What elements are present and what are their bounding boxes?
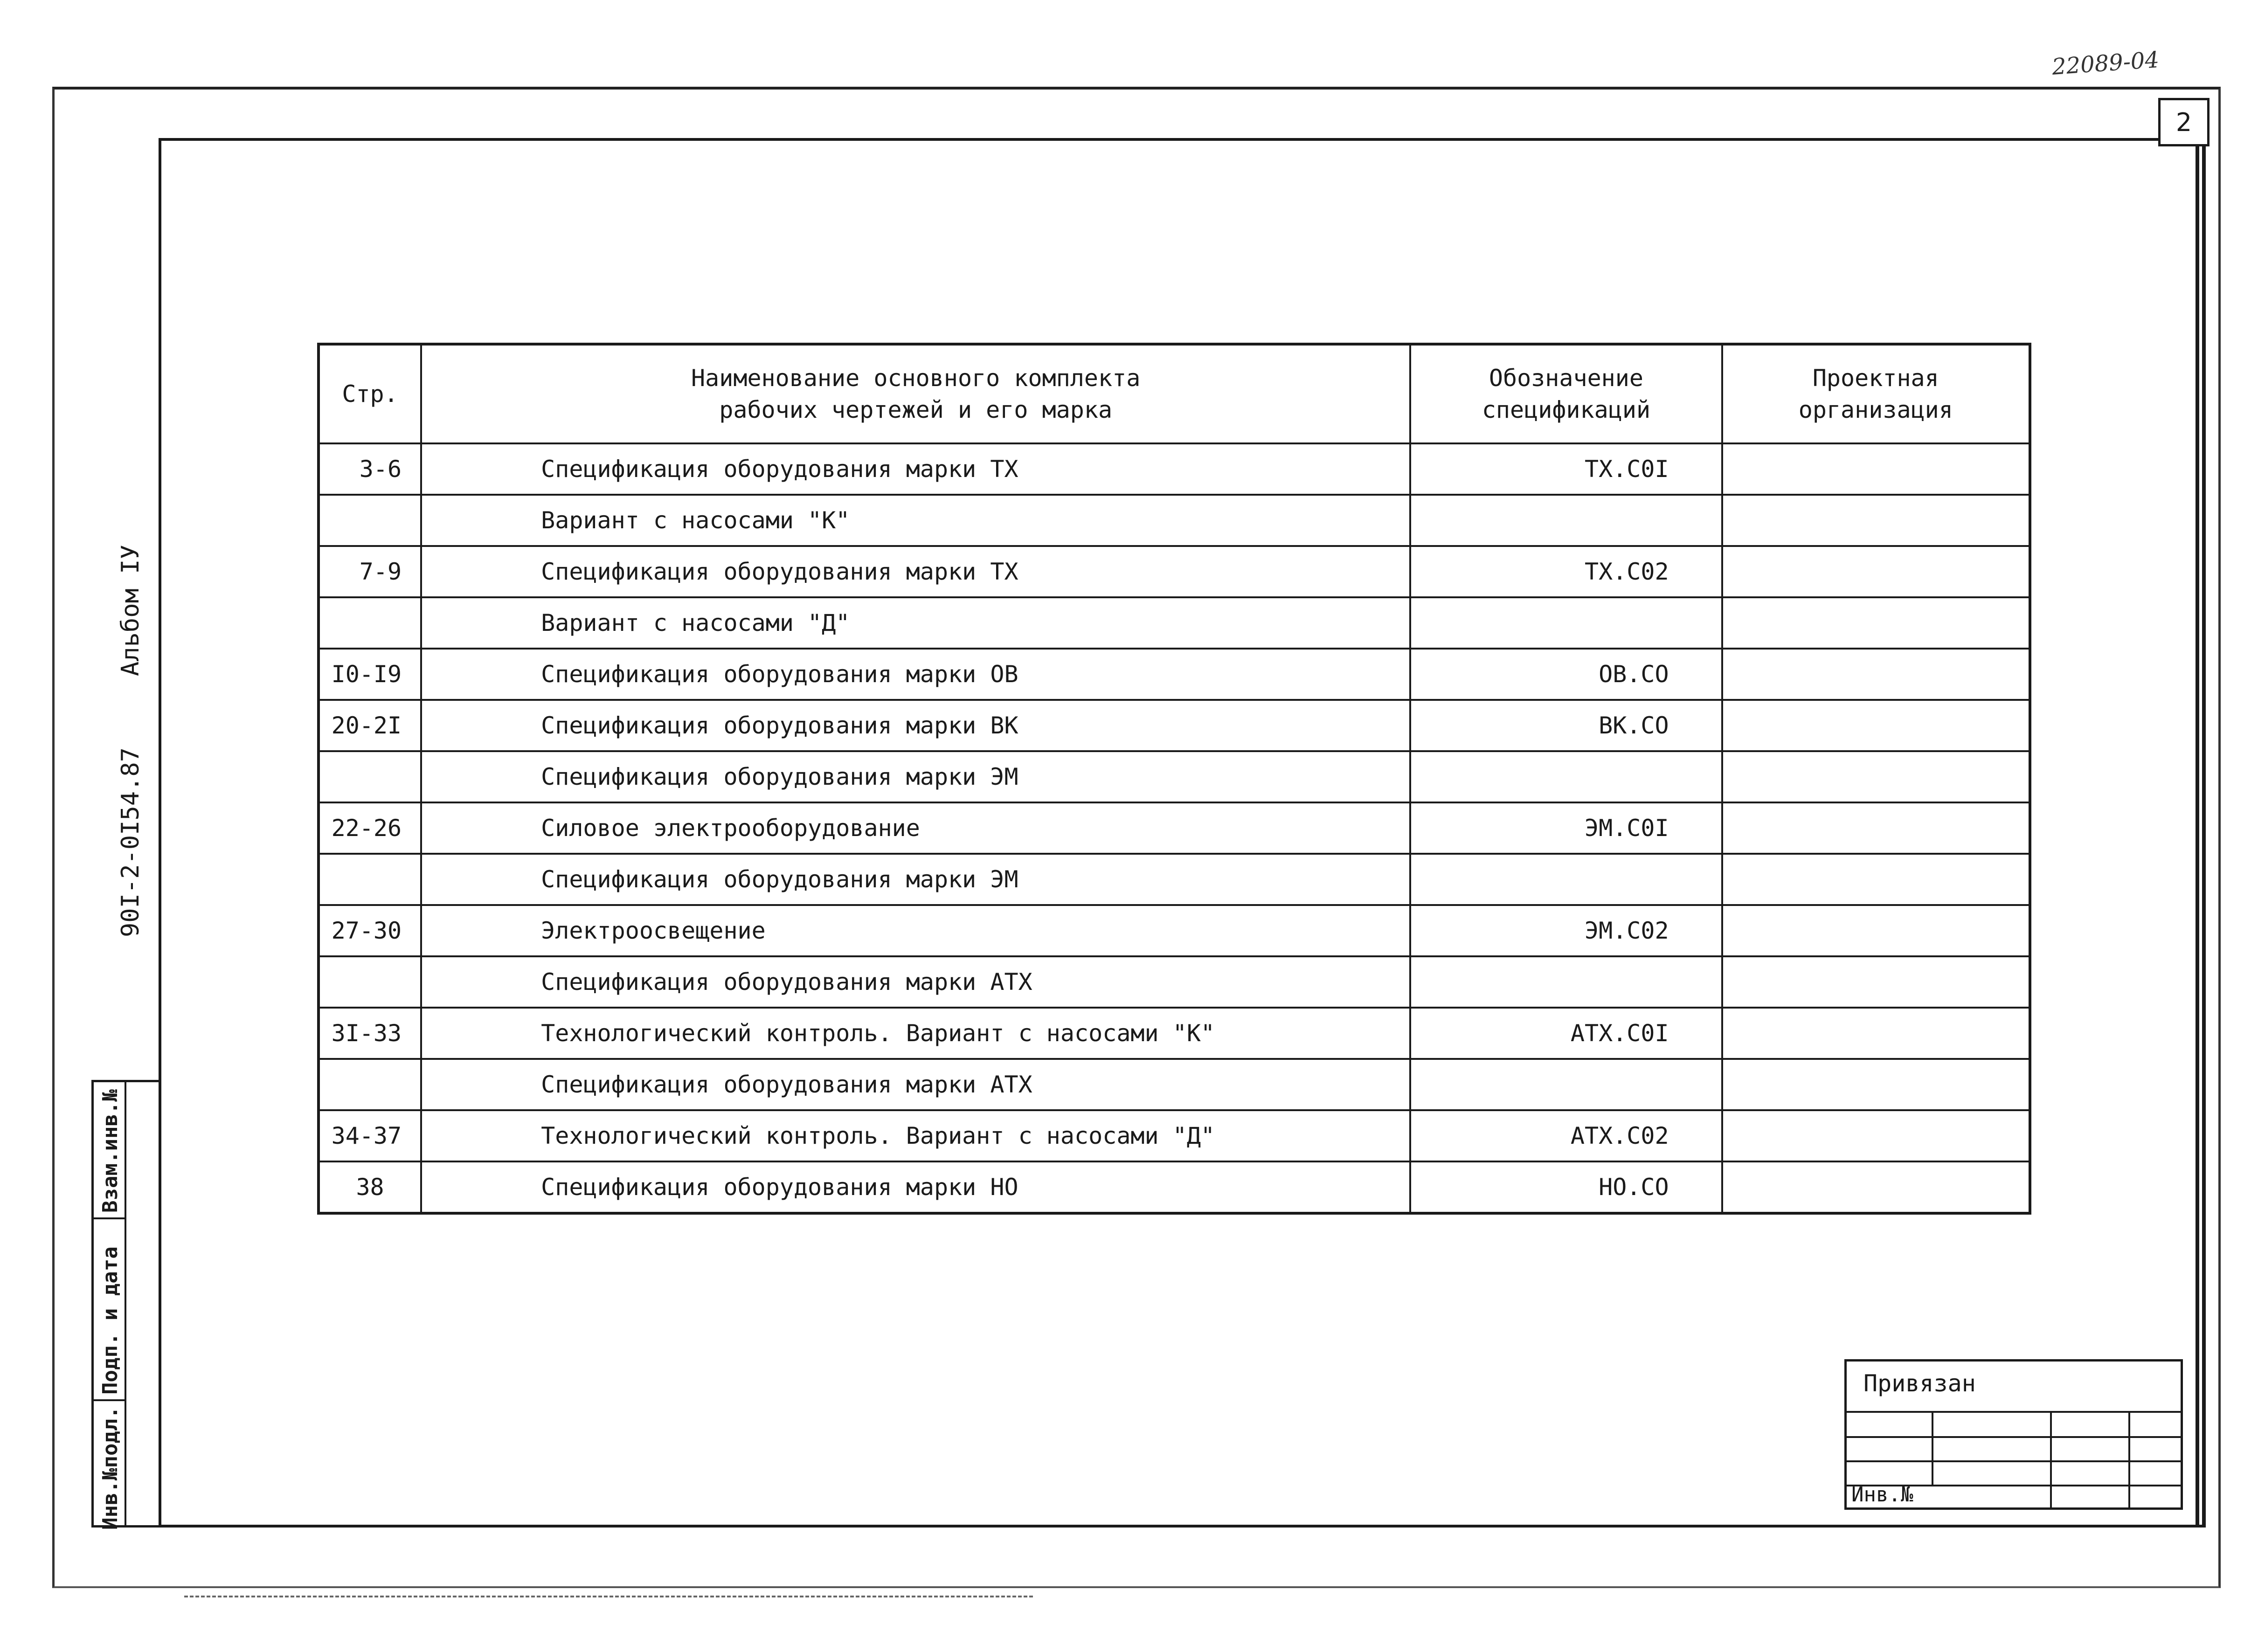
row-mark (1410, 956, 1722, 1008)
side-document-code: 90I-2-0I54.87 (117, 747, 145, 937)
title-block-rule (1847, 1436, 2181, 1438)
title-block-rule (1847, 1460, 2181, 1462)
row-org (1722, 443, 2030, 495)
row-name: Спецификация оборудования марки АТХ (421, 1059, 1410, 1110)
stamp-signature-date: Подп. и дата (98, 1246, 122, 1395)
row-mark: АТХ.С0I (1410, 1008, 1722, 1059)
row-org (1722, 751, 2030, 802)
title-block-col (2128, 1411, 2130, 1510)
row-org (1722, 649, 2030, 700)
row-mark: ЭМ.С02 (1410, 905, 1722, 956)
row-name: Спецификация оборудования марки НО (421, 1161, 1410, 1213)
stamp-inv-original: Инв.№подл. (98, 1406, 122, 1530)
row-mark: АТХ.С02 (1410, 1110, 1722, 1161)
row-name: Электроосвещение (421, 905, 1410, 956)
table-row (319, 546, 2030, 597)
header-page: Стр. (319, 344, 421, 443)
row-name: Вариант с насосами "Д" (421, 597, 1410, 649)
sheet-number-value: 2 (2175, 107, 2192, 137)
left-stamp (91, 1080, 160, 1528)
row-org (1722, 1161, 2030, 1213)
specification-table (317, 343, 2031, 1215)
row-page: 22-26 (319, 802, 421, 854)
header-mark (1410, 344, 1722, 443)
row-page (319, 1059, 421, 1110)
header-name (421, 344, 1410, 443)
header-name-line: Наименование основного комплекта (691, 365, 1141, 392)
table-row (319, 495, 2030, 546)
header-mark-line: Обозначение (1489, 365, 1643, 392)
row-mark: ОВ.СО (1410, 649, 1722, 700)
header-org-line: организация (1798, 396, 1953, 423)
title-block-rule (1847, 1411, 2181, 1413)
stamp-replaces-inv: Взам.инв.№ (98, 1089, 122, 1213)
table-row (319, 443, 2030, 495)
row-name: Спецификация оборудования марки ЭМ (421, 854, 1410, 905)
table-row (319, 597, 2030, 649)
row-org (1722, 1059, 2030, 1110)
row-org (1722, 495, 2030, 546)
inv-number-label: Инв.№ (1851, 1483, 1913, 1507)
row-org (1722, 854, 2030, 905)
title-block-col (1932, 1411, 1933, 1485)
table-row (319, 1008, 2030, 1059)
table-header-row (319, 344, 2030, 443)
row-name: Вариант с насосами "К" (421, 495, 1410, 546)
table-row (319, 649, 2030, 700)
row-name: Спецификация оборудования марки ЭМ (421, 751, 1410, 802)
row-name: Спецификация оборудования марки АТХ (421, 956, 1410, 1008)
row-page: 20-2I (319, 700, 421, 751)
row-mark: ВК.СО (1410, 700, 1722, 751)
row-org (1722, 956, 2030, 1008)
table-row (319, 802, 2030, 854)
sheet-trim-line (184, 1596, 1033, 1597)
row-page: 34-37 (319, 1110, 421, 1161)
row-page (319, 597, 421, 649)
table-row (319, 751, 2030, 802)
title-block-col (2050, 1411, 2052, 1510)
row-org (1722, 802, 2030, 854)
table-row (319, 1161, 2030, 1213)
stamp-divider (94, 1399, 125, 1401)
header-org (1722, 344, 2030, 443)
row-org (1722, 1110, 2030, 1161)
row-mark (1410, 751, 1722, 802)
row-name: Технологический контроль. Вариант с насосами "К" (421, 1008, 1410, 1059)
header-mark-line: спецификаций (1482, 396, 1651, 423)
row-page (319, 495, 421, 546)
row-mark: ТХ.С0I (1410, 443, 1722, 495)
row-org (1722, 597, 2030, 649)
row-name: Спецификация оборудования марки ВК (421, 700, 1410, 751)
row-mark (1410, 495, 1722, 546)
row-page: 3I-33 (319, 1008, 421, 1059)
row-page: 3-6 (319, 443, 421, 495)
row-name: Спецификация оборудования марки ТХ (421, 443, 1410, 495)
stamp-divider (94, 1217, 125, 1219)
sheet-number (2158, 98, 2210, 146)
bound-label: Привязан (1863, 1370, 1976, 1397)
row-mark: ЭМ.С0I (1410, 802, 1722, 854)
stamp-column-divider (125, 1082, 126, 1525)
row-org (1722, 700, 2030, 751)
binding-title-block (1844, 1359, 2183, 1510)
row-name: Технологический контроль. Вариант с насосами "Д" (421, 1110, 1410, 1161)
row-org (1722, 546, 2030, 597)
row-page: 27-30 (319, 905, 421, 956)
row-page (319, 854, 421, 905)
archive-code: 22089-04 (2051, 47, 2160, 80)
row-mark (1410, 1059, 1722, 1110)
table-row (319, 1059, 2030, 1110)
row-mark (1410, 597, 1722, 649)
row-org (1722, 905, 2030, 956)
row-mark: ТХ.С02 (1410, 546, 1722, 597)
row-name: Спецификация оборудования марки ТХ (421, 546, 1410, 597)
row-page (319, 956, 421, 1008)
table-row (319, 905, 2030, 956)
table-row (319, 956, 2030, 1008)
row-mark (1410, 854, 1722, 905)
row-name: Спецификация оборудования марки ОВ (421, 649, 1410, 700)
table-row (319, 700, 2030, 751)
header-name-line: рабочих чертежей и его марка (719, 396, 1113, 423)
row-page (319, 751, 421, 802)
header-org-line: Проектная (1812, 365, 1939, 392)
row-org (1722, 1008, 2030, 1059)
side-album-label: Альбом IУ (117, 545, 145, 676)
row-page: I0-I9 (319, 649, 421, 700)
row-page: 38 (319, 1161, 421, 1213)
row-mark: НО.СО (1410, 1161, 1722, 1213)
row-name: Силовое электрооборудование (421, 802, 1410, 854)
row-page: 7-9 (319, 546, 421, 597)
table-row (319, 1110, 2030, 1161)
table-row (319, 854, 2030, 905)
frame-right-rule (2196, 138, 2199, 1528)
